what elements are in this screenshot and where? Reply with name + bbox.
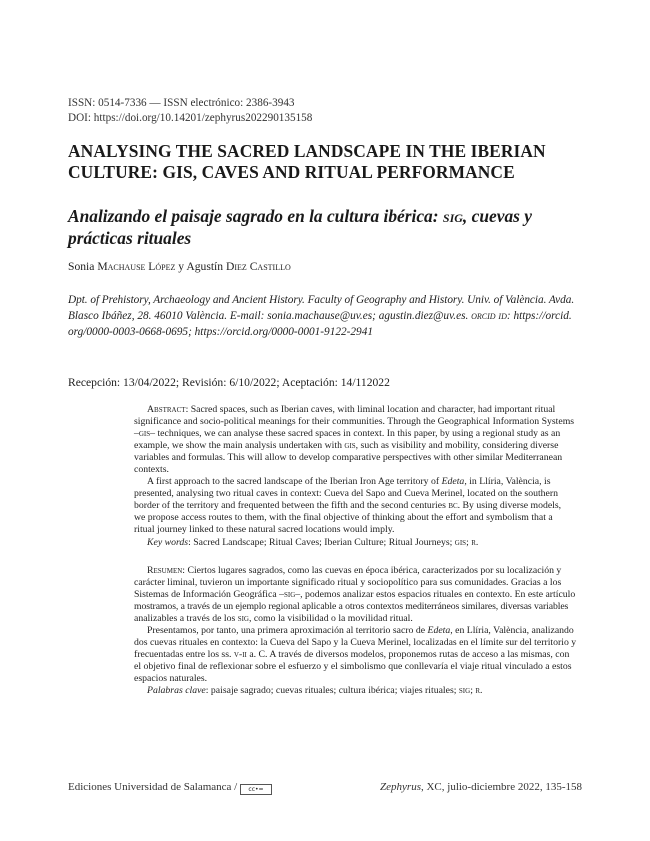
article-title bbox=[68, 141, 588, 182]
abstract-century: v-ii bbox=[233, 649, 247, 661]
abstract-place-name: Edeta bbox=[441, 476, 465, 488]
abstract-text: a. C. A través de diversos modelos, proponemos rutas de acceso a las mismas, con bbox=[246, 649, 570, 661]
abstract-acronym: bc bbox=[448, 500, 458, 512]
footer-citation bbox=[380, 780, 582, 794]
issn-line: ISSN: 0514-7336 — ISSN electrónico: 2386-3943 bbox=[68, 97, 295, 109]
abstract-line: variables and formulas. This will allow to develop comparative perspectives with other similar Mediterranean bbox=[134, 452, 563, 464]
author-1-first-name: Sonia bbox=[68, 260, 98, 273]
publisher-name: Ediciones Universidad de Salamanca / bbox=[68, 781, 240, 793]
keywords-text: ; bbox=[466, 536, 472, 548]
affiliation-line-3: org/0000-0003-0668-0695; https://orcid.org/0000-0001-9122-2941 bbox=[68, 326, 373, 338]
resumen-label: Resumen bbox=[147, 565, 183, 576]
abstract-text: frecuentadas entre los ss. bbox=[134, 649, 234, 661]
doi-line: DOI: https://doi.org/10.14201/zephyrus202290135158 bbox=[68, 112, 313, 124]
abstract-text: Sistemas de Información Geográfica – bbox=[134, 589, 284, 601]
affiliation-text: : https://orcid. bbox=[506, 310, 572, 322]
article-subtitle-spanish bbox=[68, 205, 588, 249]
keywords-acronym: sig bbox=[458, 685, 471, 697]
abstract-english bbox=[134, 404, 582, 549]
keywords-text: : paisaje sagrado; cuevas rituales; cultura ibérica; viajes rituales; bbox=[205, 685, 459, 697]
abstract-acronym: sig bbox=[284, 589, 296, 601]
keywords-english bbox=[134, 537, 582, 549]
abstract-text: example, we show the main analysis undertaken with bbox=[134, 440, 345, 452]
author-affiliation bbox=[68, 292, 582, 340]
affiliation-text: Blasco Ibáñez, 28. 46010 València. E-mail: sonia.machause@uv.es; agustin.diez@uv.es. bbox=[68, 310, 472, 322]
abstract-acronym: gis bbox=[344, 440, 356, 452]
author-1-surname: Machause López bbox=[97, 260, 176, 273]
abstract-spanish bbox=[134, 565, 582, 698]
abstract-text: A first approach to the sacred landscape of the Iberian Iron Age territory of bbox=[147, 476, 442, 488]
orcid-label: orcid id bbox=[471, 310, 507, 322]
subtitle-text: Analizando el paisaje sagrado en la cultura ibérica: bbox=[68, 206, 443, 226]
abstract-text: , como la visibilidad o la movilidad ritual. bbox=[248, 613, 413, 625]
abstract-acronym: gis bbox=[138, 428, 151, 440]
abstract-line: carácter liminal, tuvieron un importante significado ritual y sociopolítico para sus comunidades. Gracias a los bbox=[134, 577, 562, 589]
affiliation-line-1: Dpt. of Prehistory, Archaeology and Ancient History. Faculty of Geography and History. Univ. of València. Avda. bbox=[68, 294, 575, 306]
abstract-text: , such as visibility and mobility, considering diverse bbox=[355, 440, 559, 452]
abstract-text: –, podemos analizar estos espacios rituales en contexto. En este artículo bbox=[295, 589, 576, 601]
keywords-acronym: r bbox=[475, 685, 481, 697]
keywords-text: ; bbox=[470, 685, 476, 697]
title-line-1: ANALYSING THE SACRED LANDSCAPE IN THE IBERIAN bbox=[68, 141, 546, 161]
journal-identifiers bbox=[68, 96, 312, 126]
abstract-text: : Sacred spaces, such as Iberian caves, with liminal location and character, had important ritual bbox=[185, 404, 556, 415]
abstract-text: Presentamos, por tanto, una primera aproximación al territorio sacro de bbox=[147, 625, 428, 637]
abstract-text: , in Llíria, València, is bbox=[464, 476, 551, 488]
abstract-line: dos cuevas rituales en contexto: la Cueva del Sapo y la Cueva Merinel, localizadas en el límite sur del territorio y bbox=[134, 637, 577, 649]
abstract-text: , en Llíria, València, analizando bbox=[450, 625, 574, 637]
author-list bbox=[68, 259, 291, 274]
abstract-line: significance and socio-political meanings for their communities. Through the Geographical Information Systems bbox=[134, 416, 575, 428]
abstract-text: – techniques, we can analyse these sacred spaces in context. In this paper, by using a regional study as an bbox=[150, 428, 561, 440]
abstract-line: ritual journey linked to these natural sacred locations would imply. bbox=[134, 524, 395, 536]
abstract-line: el objetivo final de reflexionar sobre el esfuerzo y el simbolismo que conllevaría el viaje ritual vinculado a estos bbox=[134, 661, 572, 673]
abstract-text: : Ciertos lugares sagrados, como las cuevas en época ibérica, caracterizados por su localización y bbox=[182, 565, 562, 576]
abstract-text: – bbox=[134, 428, 139, 440]
author-2-first-name: Agustín bbox=[186, 260, 226, 273]
abstract-place-name: Edeta bbox=[427, 625, 451, 637]
keywords-text: . bbox=[480, 685, 483, 697]
author-2-surname: Diez Castillo bbox=[225, 260, 291, 273]
subtitle-text: , cuevas y bbox=[462, 206, 532, 226]
title-line-2: CULTURE: GIS, CAVES AND RITUAL PERFORMANCE bbox=[68, 161, 515, 182]
citation-details: , XC, julio-diciembre 2022, 135-158 bbox=[420, 781, 582, 793]
abstract-line: espacios naturales. bbox=[134, 673, 208, 685]
keywords-acronym: r bbox=[471, 536, 476, 548]
keywords-text: : Sacred Landscape; Ritual Caves; Iberian Culture; Ritual Journeys; bbox=[188, 536, 455, 548]
abstract-line: mostramos, a través de un ejemplo regional aplicable a otros contextos mediterráneos similares, diversas variables bbox=[134, 601, 569, 613]
journal-name: Zephyrus bbox=[380, 781, 421, 793]
cc-license-icon[interactable]: cc•= bbox=[240, 784, 272, 795]
keywords-label: Palabras clave bbox=[147, 685, 206, 697]
abstract-label: Abstract bbox=[147, 404, 186, 415]
abstract-text: . By using diverse models, bbox=[457, 500, 562, 512]
abstract-line: contexts. bbox=[134, 464, 169, 476]
subtitle-line-2: prácticas rituales bbox=[68, 228, 192, 248]
abstract-line: we propose access routes to them, with the final objective of thinking about the effort and symbolism that a bbox=[134, 512, 553, 524]
keywords-label: Key words bbox=[147, 536, 189, 548]
keywords-acronym: gis bbox=[454, 536, 467, 548]
footer-publisher bbox=[68, 780, 272, 795]
subtitle-acronym: sig bbox=[442, 206, 463, 226]
abstract-line: presented, analysing two ritual caves in context: Cueva del Sapo and Cueva Merinel, located on the southern bbox=[134, 488, 559, 500]
keywords-text: . bbox=[475, 536, 479, 548]
abstract-text: border of the territory and frequented between the fifth and the second centuries bbox=[134, 500, 449, 512]
submission-dates: Recepción: 13/04/2022; Revisión: 6/10/2022; Aceptación: 14/112022 bbox=[68, 376, 390, 389]
abstract-acronym: sig bbox=[237, 613, 249, 625]
keywords-spanish bbox=[134, 685, 582, 697]
author-separator: y bbox=[175, 260, 187, 273]
abstract-text: analizables a través de los bbox=[134, 613, 238, 625]
